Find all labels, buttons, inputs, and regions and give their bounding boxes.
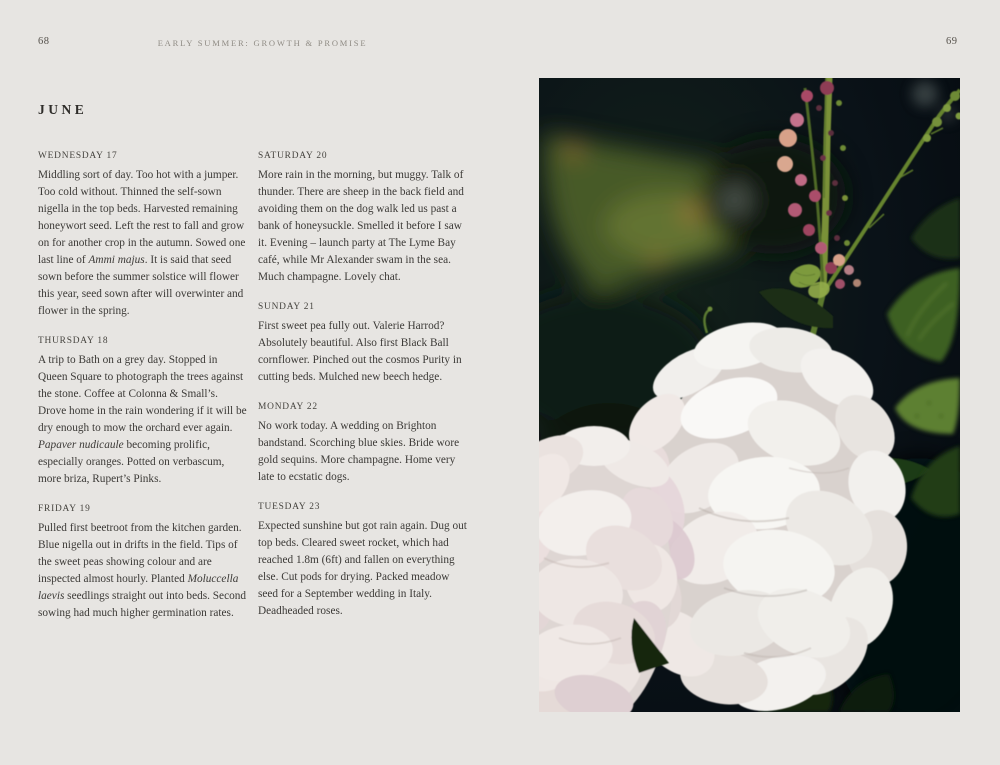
peony-photo-illustration xyxy=(539,78,960,712)
diary-entry xyxy=(258,401,468,486)
entry-body: No work today. A wedding on Brighton bandstand. Scorching blue skies. Bride wore gold sequins. More champagne. Home very late to ecstatic dogs. xyxy=(258,420,460,483)
diary-column-left xyxy=(38,150,248,637)
page-number-left: 68 xyxy=(38,36,50,47)
diary-column-right xyxy=(258,150,468,635)
entry-body: More rain in the morning, but muggy. Talk of thunder. There are sheep in the back field and avoiding them on the dog walk led us past a bank of honeysuckle. Smelled it before I saw it. Evening – launch party at The Lyme Bay café, while Mr Alexander swam in the sea. Much champagne. Lovely chat. xyxy=(258,169,464,283)
peony-photograph xyxy=(539,78,960,712)
page-number-right: 69 xyxy=(946,36,958,47)
entry-body: Middling sort of day. Too hot with a jumper. Too cold without. Thinned the self-sown nigella in the top beds. Harvested remaining honeywort seed. Left the rest to fall and grow on for another crop in the autumn. Sowed one last line of Ammi majus. It is said that seed sown before the summer solstice will flower this year, seed sown after will overwinter and flower in the spring. xyxy=(38,169,246,317)
entry-date: THURSDAY 18 xyxy=(38,336,109,346)
diary-entry xyxy=(38,150,248,320)
entry-body: Pulled first beetroot from the kitchen garden. Blue nigella out in drifts in the field. Tips of the sweet peas showing colour and are inspected almost hourly. Planted Moluccella laevis seedlings straight out into beds. Second sowing had much higher germination rates. xyxy=(38,522,247,619)
diary-entry xyxy=(38,335,248,488)
entry-body: First sweet pea fully out. Valerie Harrod? Absolutely beautiful. Also first Black Ball cornflower. Pinched out the cosmos Purity in cutting beds. Mulched new beech hedge. xyxy=(258,320,462,383)
diary-entry xyxy=(38,503,248,622)
entry-date: SUNDAY 21 xyxy=(258,302,315,312)
entry-date: FRIDAY 19 xyxy=(38,504,91,514)
entry-date: MONDAY 22 xyxy=(258,402,318,412)
month-heading: JUNE xyxy=(38,102,88,118)
diary-entry xyxy=(258,301,468,386)
running-title: EARLY SUMMER: GROWTH & PROMISE xyxy=(157,38,368,48)
diary-entry xyxy=(258,501,468,620)
diary-entry xyxy=(258,150,468,286)
entry-date: SATURDAY 20 xyxy=(258,151,328,161)
entry-body: Expected sunshine but got rain again. Dug out top beds. Cleared sweet rocket, which had reached 1.8m (6ft) and fallen on everything else. Cut pods for drying. Packed meadow seed for a September wedding in Italy. Deadheaded roses. xyxy=(258,520,467,617)
entry-date: TUESDAY 23 xyxy=(258,502,321,512)
entry-date: WEDNESDAY 17 xyxy=(38,151,118,161)
entry-body: A trip to Bath on a grey day. Stopped in Queen Square to photograph the trees against the stone. Coffee at Colonna & Small’s. Drove home in the rain wondering if it will be dry enough to mow the orchard ever again. Papaver nudicaule becoming prolific, especially oranges. Potted on verbascum, more briza, Rupert’s Pinks. xyxy=(38,354,247,485)
